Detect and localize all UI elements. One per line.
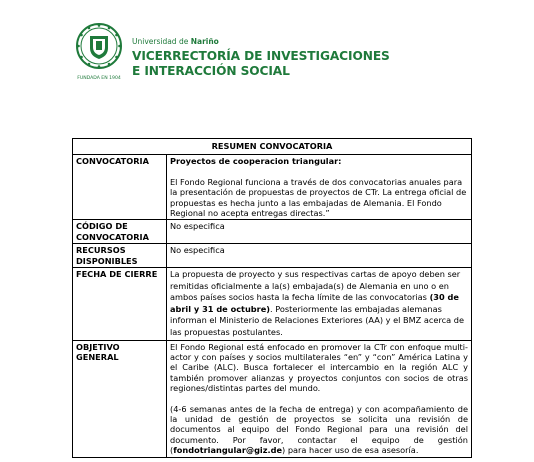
fecha-text: La propuesta de proyecto y sus respectivas cartas de apoyo deben ser remitidas oficialmente a la(s) embajada(s) de Alemania en uno o en ambos países socios hasta la fecha límite de las convocatorias (30 de abril y 31 de octubre). Posteriormente las embajadas alemanas informan el Ministerio de Relaciones Exteriores (AA) y el BMZ acerca de las propuestas postulantes. [170,269,464,338]
objetivo-paragraph-1: El Fondo Regional está enfocado en promover la CTr con enfoque multi-actor y con países y socios multilaterales “en” y “con” América Latina y el Caribe (ALC). Busca fortalecer el intercambio en la región ALC y también promover alianzas y proyectos conjuntos con socios de otras regiones/distintas partes del mundo. [170,341,468,394]
summary-table [72,138,472,458]
value-fecha [167,268,472,341]
convocatoria-title: Proyectos de cooperacion triangular: [170,156,342,167]
table-heading-row [73,139,472,155]
row-objetivo [73,340,472,457]
row-convocatoria [73,155,472,220]
contact-email: fondotriangular@giz.de [173,445,283,456]
row-codigo [73,220,472,244]
value-recursos: No especifica [167,244,472,268]
label-recursos: RECURSOS DISPONIBLES [73,244,167,268]
table-heading: RESUMEN CONVOCATORIA [73,139,472,155]
value-convocatoria [167,155,472,220]
row-fecha [73,268,472,341]
convocatoria-body: El Fondo Regional funciona a través de dos convocatorias anuales para la presentación de propuestas de proyectos de CTr. La entrega oficial de propuestas es hecha junto a las embajadas de Alemania. El Fondo Regional no acepta entregas directas.” [170,176,467,219]
label-fecha: FECHA DE CIERRE [73,268,167,341]
department-title-line-2: E INTERACCIÓN SOCIAL [132,64,290,78]
fecha-dates: (30 de abril y 31 de octubre) [170,292,459,314]
label-objetivo: OBJETIVO GENERAL [73,340,167,457]
department-title-line-1: VICERRECTORÍA DE INVESTIGACIONES [132,49,390,63]
value-objetivo [167,340,472,457]
label-codigo: CÓDIGO DE CONVOCATORIA [73,220,167,244]
svg-text:FUNDADA EN 1904: FUNDADA EN 1904 [77,76,121,81]
label-convocatoria: CONVOCATORIA [73,155,167,220]
university-seal-logo [72,22,126,82]
letterhead [72,22,492,82]
objetivo-paragraph-2: (4-6 semanas antes de la fecha de entrega) y con acompañamiento de la unidad de gestión de proyectos se solicita una revisión de documentos al equipo del Fondo Regional para una revisión del documento. Por favor, contactar el equipo de gestión (fondotriangular@giz.de) para hacer uso de esa asesoría. [170,403,468,456]
university-name: Universidad de Nariño [132,37,219,46]
row-recursos [73,244,472,268]
value-codigo: No especifica [167,220,472,244]
